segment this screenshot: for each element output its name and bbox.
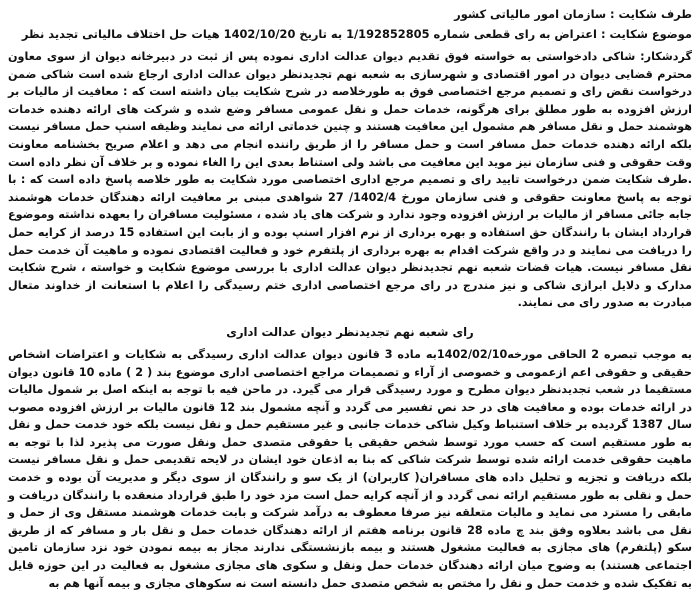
case-summary-text: شاکی دادخواستی به خواسته فوق تقدیم دیوان عدالت اداری نموده پس از ثبت در دبیرخانه دیوان از سوی معاون محترم قضایی دیوان در امور اقتصادی و شهرسازی به شعبه نهم تجدیدنظر دیوان عدالت اداری ارجاع شده است شاکی ضمن درخواست نقض رای و تصمیم مرجع اختصاصی فوق به طورخلاصه در شرح شکایت بیان داشته است که : معافیت از مالیات بر ارزش افزوده به طور مطلق برای هرگونه، خدمات حمل و نقل عمومی مسافر وضع شده و شرکت های ارائه دهنده خدمات هوشمند حمل و نقل مسافر هم مشمول این معافیت هستند و چنین خدماتی ارائه می نمایند وظیفه اسنپ حمل مسافر نیست بلکه ارائه دهنده خدمات حمل مسافر است و حمل مسافر را از طریق راننده انجام می دهد و اعلام صریح بخشنامه معاونت وقت حقوقی و فنی سازمان نیز موید این معافیت می باشد ولی استناط بعدی این را الغاء نموده و بر خلاف آن نظر داده است .طرف شکایت ضمن درخواست تایید رای و تصمیم مرجع اداری اختصاصی مورد شکایت به طور خلاصه پاسخ داده است که : با توجه به پاسخ معاونت حقوقی و فنی سازمان مورخ 1402/4/ 27 شواهدی مبنی بر معافیت ارائه دهندگان خدمات هوشمند جابه جائی مسافر از مالیات بر ارزش افزوده وجود ندارد و شرکت های یاد شده ، مسئولیت مسافران را بعهده نداشته وموضوع قرارداد ایشان با رانندگان حق استفاده و بهره برداری از نرم افزار اسنپ بوده و از بابت این استفاده 15 درصد از کرایه حمل را دریافت می نمایند و در واقع شرکت اقدام به بهره برداری از پلتفرم خود و فعالیت اقتصادی نموده و ماهیت آن خدمت حمل نقل مسافر نیست. هیات قضات شعبه نهم تجدیدنظر دیوان عدالت اداری با بررسی موضوع شکایت و خواسته ، شرح شکایت مدارک و دلایل ابرازی شاکی و نیز مندرج در رای مرجع اختصاصی اداری ختم رسیدگی را اعلام با استعانت از خداوند متعال مبادرت به صدور رای می نمایند. [8, 50, 692, 310]
subject-label: موضوع شکایت : [600, 27, 692, 41]
case-summary-paragraph [8, 48, 692, 312]
subject-line [8, 24, 692, 44]
ruling-title: رای شعبه نهم تجدیدنظر دیوان عدالت اداری [226, 324, 474, 339]
complaint-party-label: طرف شکایت : [610, 7, 692, 21]
complaint-party-value: سازمان امور مالیاتی کشور [454, 7, 607, 21]
ruling-paragraph: به موجب تبصره 2 الحاقی مورخه1402/02/10به ماده 3 قانون دیوان عدالت اداری رسیدگی به شکایات و اعتراضات اشخاص حقیقی و حقوقی اعم ازعمومی و خصوصی از آراء و تصمیمات مراجع اختصاصی اداری موضوع بند ( 2 ) ماده 10 قانون دیوان مستقیما در شعب تجدیدنظر دیوان مطرح و مورد رسیدگی قرار می گیرد. در ماحن فیه با توجه به اینکه اصل بر شمول مالیات در ارائه خدمات بوده و معافیت های در حد نص تفسیر می گردد و آنچه مشمول بند 12 قانون مالیات بر ارزش افزوده مصوب سال 1387 گردیده بر خلاف استنباط وکیل شاکی خدمات جانبی و غیر مستقیم حمل و نقل نیست بلکه خود خدمت حمل و نقل به طور مستقیم است که حسب مورد توسط شخص حقیقی یا حقوقی متصدی حمل ونقل صورت می پذیرد لذا با توجه به ماهیت حقوقی خدمت ارائه شده توسط شرکت شاکی که بنا به اذعان خود ایشان در لایحه تقدیمی حمل و نقل مسافر نیست بلکه دریافت و تجزیه و تحلیل داده های مسافران( کاربران) از یک سو و رانندگان از سوی دیگر و مدیریت آن بوده و خدمت حمل و نقلی به طور مستقیم ارائه نمی گردد و از آنچه کرایه حمل است مزد خود را طبق قرارداد منعقده با رانندگان دریافت و مابقی را مسترد می نماید و مالیات متعلقه نیز صرفا معطوف به درآمد شرکت و بابت خدمات هوشمند مستقل وی از حمل و نقل می باشد بعلاوه وفق بند چ ماده 28 قانون برنامه هفتم از ارائه دهندگان خدمات حمل و نقل بار و مسافر که از طریق سکو (پلتفرم) های مجازی به فعالیت مشغول هستند و بیمه بازنشستگی ندارند مجاز به بیمه نمودن خود نزد سازمان تامین اجتماعی هستند) به وضوح میان ارائه دهندگان خدمات حمل ونقل و سکوی های مجازی مشغول به فعالیت در این حوزه قایل به تفکیک شده و خدمت حمل و نقل را مختص به شخص متصدی حمل دانسته است نه سکوهای مجازی و بیمه آنها هم به [8, 347, 693, 590]
subject-value: اعتراض به رای قطعی شماره 1/192852805 به تاریخ 1402/10/20 هیات حل اختلاف مالیاتی تجدید نظر [21, 27, 597, 41]
complaint-party-line [8, 4, 692, 24]
case-summary-label: گردشکار: [640, 50, 692, 63]
